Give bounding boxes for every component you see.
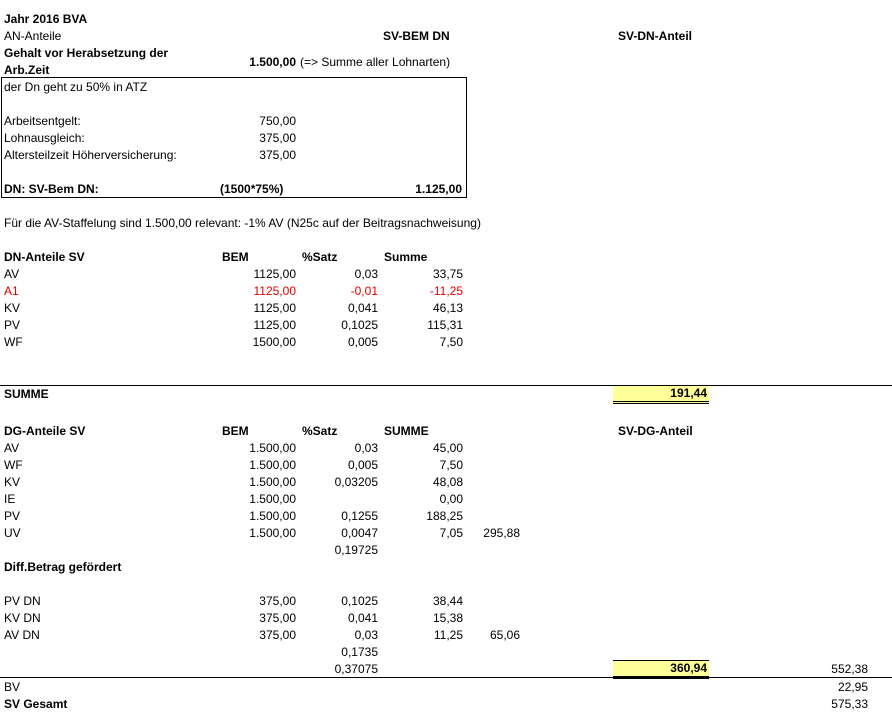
dn-row-bem: 1125,00 — [253, 284, 296, 298]
dn-row-name: AV — [4, 267, 20, 281]
dg-row-bem: 1.500,00 — [249, 441, 296, 455]
dg-satz-total: 0,19725 — [334, 543, 378, 557]
diff-row-name: AV DN — [4, 628, 40, 642]
dn-row-summe: 7,50 — [439, 335, 463, 349]
dn-col-summe: Summe — [384, 250, 428, 264]
dg-col-bem: BEM — [222, 424, 249, 438]
dg-col-summe: SUMME — [384, 424, 429, 438]
dg-row-satz: 0,1255 — [341, 509, 378, 523]
atz-row-label: Altersteilzeit Höherversicherung: — [4, 148, 177, 162]
dn-row-summe: 46,13 — [432, 301, 463, 315]
bv-value: 22,95 — [837, 680, 868, 694]
dn-row-summe: 33,75 — [432, 267, 463, 281]
diff-av-subtotal: 65,06 — [489, 628, 520, 642]
dg-row-name: PV — [4, 509, 21, 523]
diff-satz-total: 0,1735 — [341, 645, 378, 659]
dn-row-satz: -0,01 — [350, 284, 378, 298]
dg-row-summe: 0,00 — [439, 492, 463, 506]
dn-row-satz: 0,03 — [354, 267, 378, 281]
dn-row-name: A1 — [4, 284, 19, 298]
dg-row-bem: 1.500,00 — [249, 475, 296, 489]
sv-gesamt-value: 575,33 — [831, 697, 868, 711]
dg-row-bem: 1.500,00 — [249, 526, 296, 540]
diff-row-summe: 38,44 — [432, 594, 463, 608]
col-header-sv-dn-anteil: SV-DN-Anteil — [618, 29, 693, 43]
dn-row-bem: 1500,00 — [252, 335, 296, 349]
sheet-title: Jahr 2016 BVA — [4, 12, 88, 26]
dg-row-summe: 7,05 — [439, 526, 463, 540]
dn-row-satz: 0,1025 — [341, 318, 378, 332]
gehalt-note: (=> Summe aller Lohnarten) — [300, 55, 451, 69]
dn-col-bem: BEM — [222, 250, 249, 264]
dn-row-bem: 1125,00 — [253, 301, 296, 315]
atz-result-label: DN: SV-Bem DN: — [4, 182, 99, 196]
atz-row-value: 375,00 — [259, 131, 296, 145]
atz-row-label: Lohnausgleich: — [4, 131, 85, 145]
right-total-value: 552,38 — [831, 662, 868, 676]
av-staffelung-note: Für die AV-Staffelung sind 1.500,00 relevant: -1% AV (N25c auf der Beitragsnachweisung) — [4, 216, 481, 230]
diff-row-summe: 11,25 — [433, 628, 463, 642]
dn-col-satz: %Satz — [302, 250, 338, 264]
dg-row-name: IE — [4, 492, 16, 506]
dg-row-bem: 1.500,00 — [249, 509, 296, 523]
dg-row-name: KV — [4, 475, 21, 489]
dg-col-satz: %Satz — [302, 424, 338, 438]
dg-row-satz: 0,03 — [354, 441, 378, 455]
dg-row-name: AV — [4, 441, 20, 455]
gehalt-value: 1.500,00 — [249, 55, 296, 69]
dn-row-bem: 1125,00 — [253, 267, 296, 281]
dg-col-sv-dg-anteil: SV-DG-Anteil — [618, 424, 693, 438]
dg-row-summe: 188,25 — [426, 509, 463, 523]
sv-gesamt-label: SV Gesamt — [4, 697, 68, 711]
dn-row-name: KV — [4, 301, 21, 315]
diff-row-bem: 375,00 — [259, 594, 296, 608]
summe-label: SUMME — [4, 387, 49, 401]
diff-row-bem: 375,00 — [259, 628, 296, 642]
an-anteile-label: AN-Anteile — [4, 29, 62, 43]
dg-row-name: WF — [4, 458, 23, 472]
dg-row-summe: 7,50 — [439, 458, 463, 472]
atz-intro: der Dn geht zu 50% in ATZ — [4, 80, 148, 94]
gehalt-label-line2: Arb.Zeit — [4, 63, 50, 77]
dg-row-name: UV — [4, 526, 21, 540]
diff-row-bem: 375,00 — [259, 611, 296, 625]
diff-row-satz: 0,1025 — [341, 594, 378, 608]
dg-uv-subtotal: 295,88 — [483, 526, 520, 540]
bv-label: BV — [4, 680, 21, 694]
atz-result-value: 1.125,00 — [415, 182, 462, 196]
dg-row-satz: 0,0047 — [341, 526, 378, 540]
footer-divider — [0, 677, 892, 678]
dn-row-satz: 0,041 — [347, 301, 378, 315]
dn-row-satz: 0,005 — [347, 335, 378, 349]
dg-row-summe: 48,08 — [432, 475, 463, 489]
atz-result-formula: (1500*75%) — [220, 182, 284, 196]
diff-section-title: Diff.Betrag gefördert — [4, 560, 122, 574]
dg-row-summe: 45,00 — [432, 441, 463, 455]
atz-row-value: 750,00 — [259, 114, 296, 128]
atz-row-value: 375,00 — [259, 148, 296, 162]
dn-row-name: WF — [4, 335, 23, 349]
dg-total-value: 360,94 — [670, 661, 707, 675]
summe-divider — [0, 385, 892, 386]
col-header-sv-bem-dn: SV-BEM DN — [383, 29, 450, 43]
dn-row-summe: -11,25 — [429, 284, 463, 298]
dn-section-title: DN-Anteile SV — [4, 250, 85, 264]
dn-row-bem: 1125,00 — [253, 318, 296, 332]
dn-row-summe: 115,31 — [427, 318, 463, 332]
dg-row-bem: 1.500,00 — [249, 492, 296, 506]
diff-row-name: PV DN — [4, 594, 41, 608]
dg-row-bem: 1.500,00 — [249, 458, 296, 472]
dg-section-title: DG-Anteile SV — [4, 424, 86, 438]
summe-value: 191,44 — [670, 386, 707, 400]
gehalt-label-line1: Gehalt vor Herabsetzung der — [4, 46, 169, 60]
dn-row-name: PV — [4, 318, 21, 332]
atz-row-label: Arbeitsentgelt: — [4, 114, 81, 128]
dg-row-satz: 0,03205 — [334, 475, 378, 489]
diff-row-name: KV DN — [4, 611, 41, 625]
diff-row-summe: 15,38 — [432, 611, 463, 625]
diff-row-satz: 0,041 — [347, 611, 378, 625]
diff-row-satz: 0,03 — [354, 628, 378, 642]
satz-grand-total: 0,37075 — [334, 662, 378, 676]
dg-row-satz: 0,005 — [347, 458, 378, 472]
